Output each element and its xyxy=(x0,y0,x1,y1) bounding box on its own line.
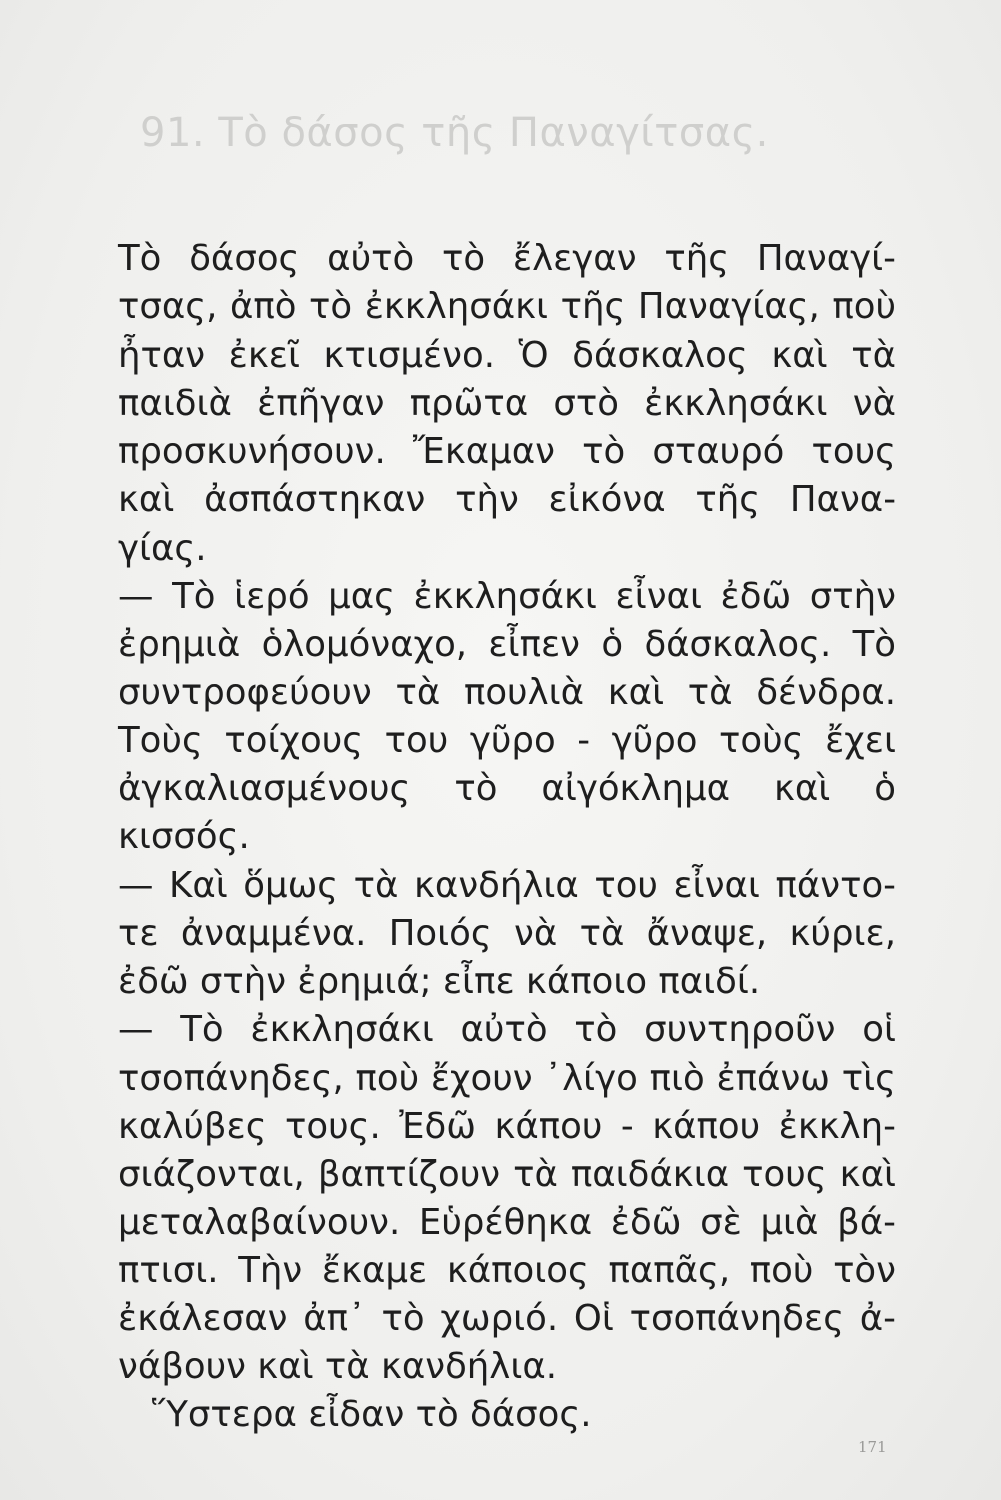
text-line: καὶ ἀσπάστηκαν τὴν εἰκόνα τῆς Πανα- xyxy=(118,479,896,520)
text-line: — Τὸ ἱερό μας ἐκκλησάκι εἶναι ἐδῶ στὴν xyxy=(118,576,896,617)
chapter-title: 91. Τὸ δάσος τῆς Παναγίτσας. xyxy=(140,110,769,156)
text-line: τε ἀναμμένα. Ποιός νὰ τὰ ἄναψε, κύριε, xyxy=(118,913,896,954)
text-line: προσκυνήσουν. Ἔκαμαν τὸ σταυρό τους xyxy=(118,431,896,472)
text-line: ἀγκαλιασμένους τὸ αἰγόκλημα καὶ ὁ xyxy=(118,768,896,809)
text-line: — Τὸ ἐκκλησάκι αὐτὸ τὸ συντηροῦν οἱ xyxy=(118,1009,896,1050)
text-line: ἦταν ἐκεῖ κτισμένο. Ὁ δάσκαλος καὶ τὰ xyxy=(118,335,896,376)
text-line: ἐδῶ στὴν ἐρημιά; εἶπε κάποιο παιδί. xyxy=(118,961,761,1002)
text-line: Τοὺς τοίχους του γῦρο - γῦρο τοὺς ἔχει xyxy=(118,720,896,761)
text-line: συντροφεύουν τὰ πουλιὰ καὶ τὰ δένδρα. xyxy=(118,672,896,713)
text-line: — Καὶ ὅμως τὰ κανδήλια του εἶναι πάντο- xyxy=(118,865,896,906)
text-line: τσοπάνηδες, ποὺ ἔχουν ᾽λίγο πιὸ ἐπάνω τὶς xyxy=(118,1058,896,1099)
text-line: μεταλαβαίνουν. Εὑρέθηκα ἐδῶ σὲ μιὰ βά- xyxy=(118,1202,896,1243)
text-line: σιάζονται, βαπτίζουν τὰ παιδάκια τους καὶ xyxy=(118,1154,896,1195)
text-line: καλύβες τους. Ἐδῶ κάπου - κάπου ἐκκλη- xyxy=(118,1106,896,1147)
text-line: γίας. xyxy=(118,528,207,569)
page-number: 171 xyxy=(858,1438,887,1456)
text-line: ἐκάλεσαν ἀπ᾽ τὸ χωριό. Οἱ τσοπάνηδες ἀ- xyxy=(118,1298,896,1339)
text-line: κισσός. xyxy=(118,816,250,857)
text-line: νάβουν καὶ τὰ κανδήλια. xyxy=(118,1346,558,1387)
text-line: Τὸ δάσος αὐτὸ τὸ ἔλεγαν τῆς Παναγί- xyxy=(118,238,896,279)
text-line: Ὕστερα εἶδαν τὸ δάσος. xyxy=(152,1394,592,1435)
text-line: ἐρημιὰ ὁλομόναχο, εἶπεν ὁ δάσκαλος. Τὸ xyxy=(118,624,896,665)
text-line: τσας, ἀπὸ τὸ ἐκκλησάκι τῆς Παναγίας, ποὺ xyxy=(118,286,896,327)
text-line: πτισι. Τὴν ἔκαμε κάποιος παπᾶς, ποὺ τὸν xyxy=(118,1250,896,1291)
text-line: παιδιὰ ἐπῆγαν πρῶτα στὸ ἐκκλησάκι νὰ xyxy=(118,383,896,424)
